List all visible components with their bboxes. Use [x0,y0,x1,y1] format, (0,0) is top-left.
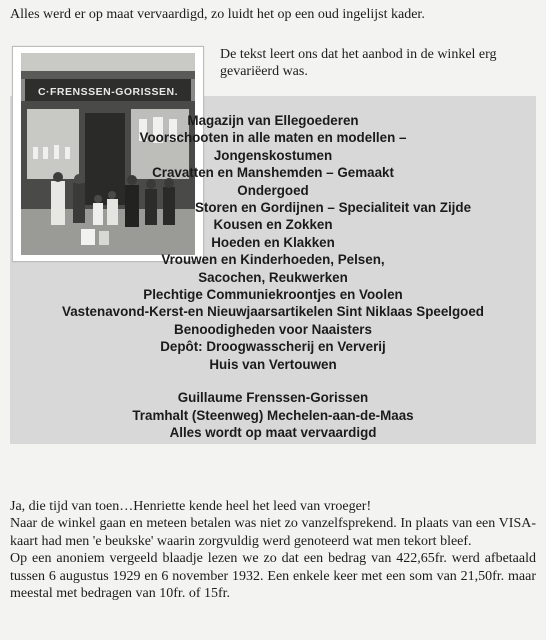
advert-footer-name: Guillaume Frenssen-Gorissen [177,390,369,406]
body-paragraph: Op een anoniem vergeeld blaadje lezen we zo dat een bedrag van 422,65fr. werd afbetaald tussen 6 augustus 1929 en 6 november 1932. Een enkele keer met een som van 21,50fr. maar meestal met bedragen van 10fr. of 15fr. [10,551,536,602]
advert-line: Storen en Gordijnen – Specialiteit van Zijde [194,200,472,216]
advert-line: Cravatten en Manshemden – Gemaakt [152,165,394,181]
advert-footer-address: Tramhalt (Steenweg) Mechelen-aan-de-Maas [132,407,414,423]
advert-footer-slogan: Alles wordt op maat vervaardigd [169,424,377,440]
advert-line: Benoodigheden voor Naaisters [174,321,372,337]
advert-line: Huis van Vertouwen [209,356,337,372]
advert-line: Plechtige Communiekroontjes en Voolen [143,287,403,303]
shop-sign: C·FRENSSEN-GORISSEN. [37,86,179,98]
intro-text: Alles werd er op maat vervaardigd, zo luidt het op een oud ingelijst kader. [10,7,425,22]
body-paragraph: Naar de winkel gaan en meteen betalen was niet zo vanzelfsprekend. In plaats van een VISA-kaart had men 'e beukske' waarin zorgvuldig werd genoteerd wat men tekort bleef. [10,516,536,549]
advert-line: Magazijn van Ellegoederen [187,113,359,128]
advert-line: Kousen en Zokken [213,217,333,233]
advert-line: Ondergoed [237,182,309,198]
body-paragraph: Ja, die tijd van toen…Henriette kende heel het leed van vroeger! [10,499,372,514]
photo-caption: De tekst leert ons dat het aanbod in de winkel erg gevariëerd was. [220,47,497,79]
advert-line: Depôt: Droogwasscherij en Ververij [160,339,386,355]
advert-line: Vastenavond-Kerst-en Nieuwjaarsartikelen Sint Niklaas Speelgoed [62,304,484,320]
advert-text [10,112,536,441]
advert-line: Vrouwen en Kinderhoeden, Pelsen, [161,252,385,268]
advert-line: Hoeden en Klakken [211,234,335,250]
advert-line: Sacochen, Reukwerken [198,269,348,285]
body-text [10,498,536,602]
advert-line: Voorschooten in alle maten en modellen – [139,130,407,146]
advert-line: Jongenskostumen [213,147,333,163]
